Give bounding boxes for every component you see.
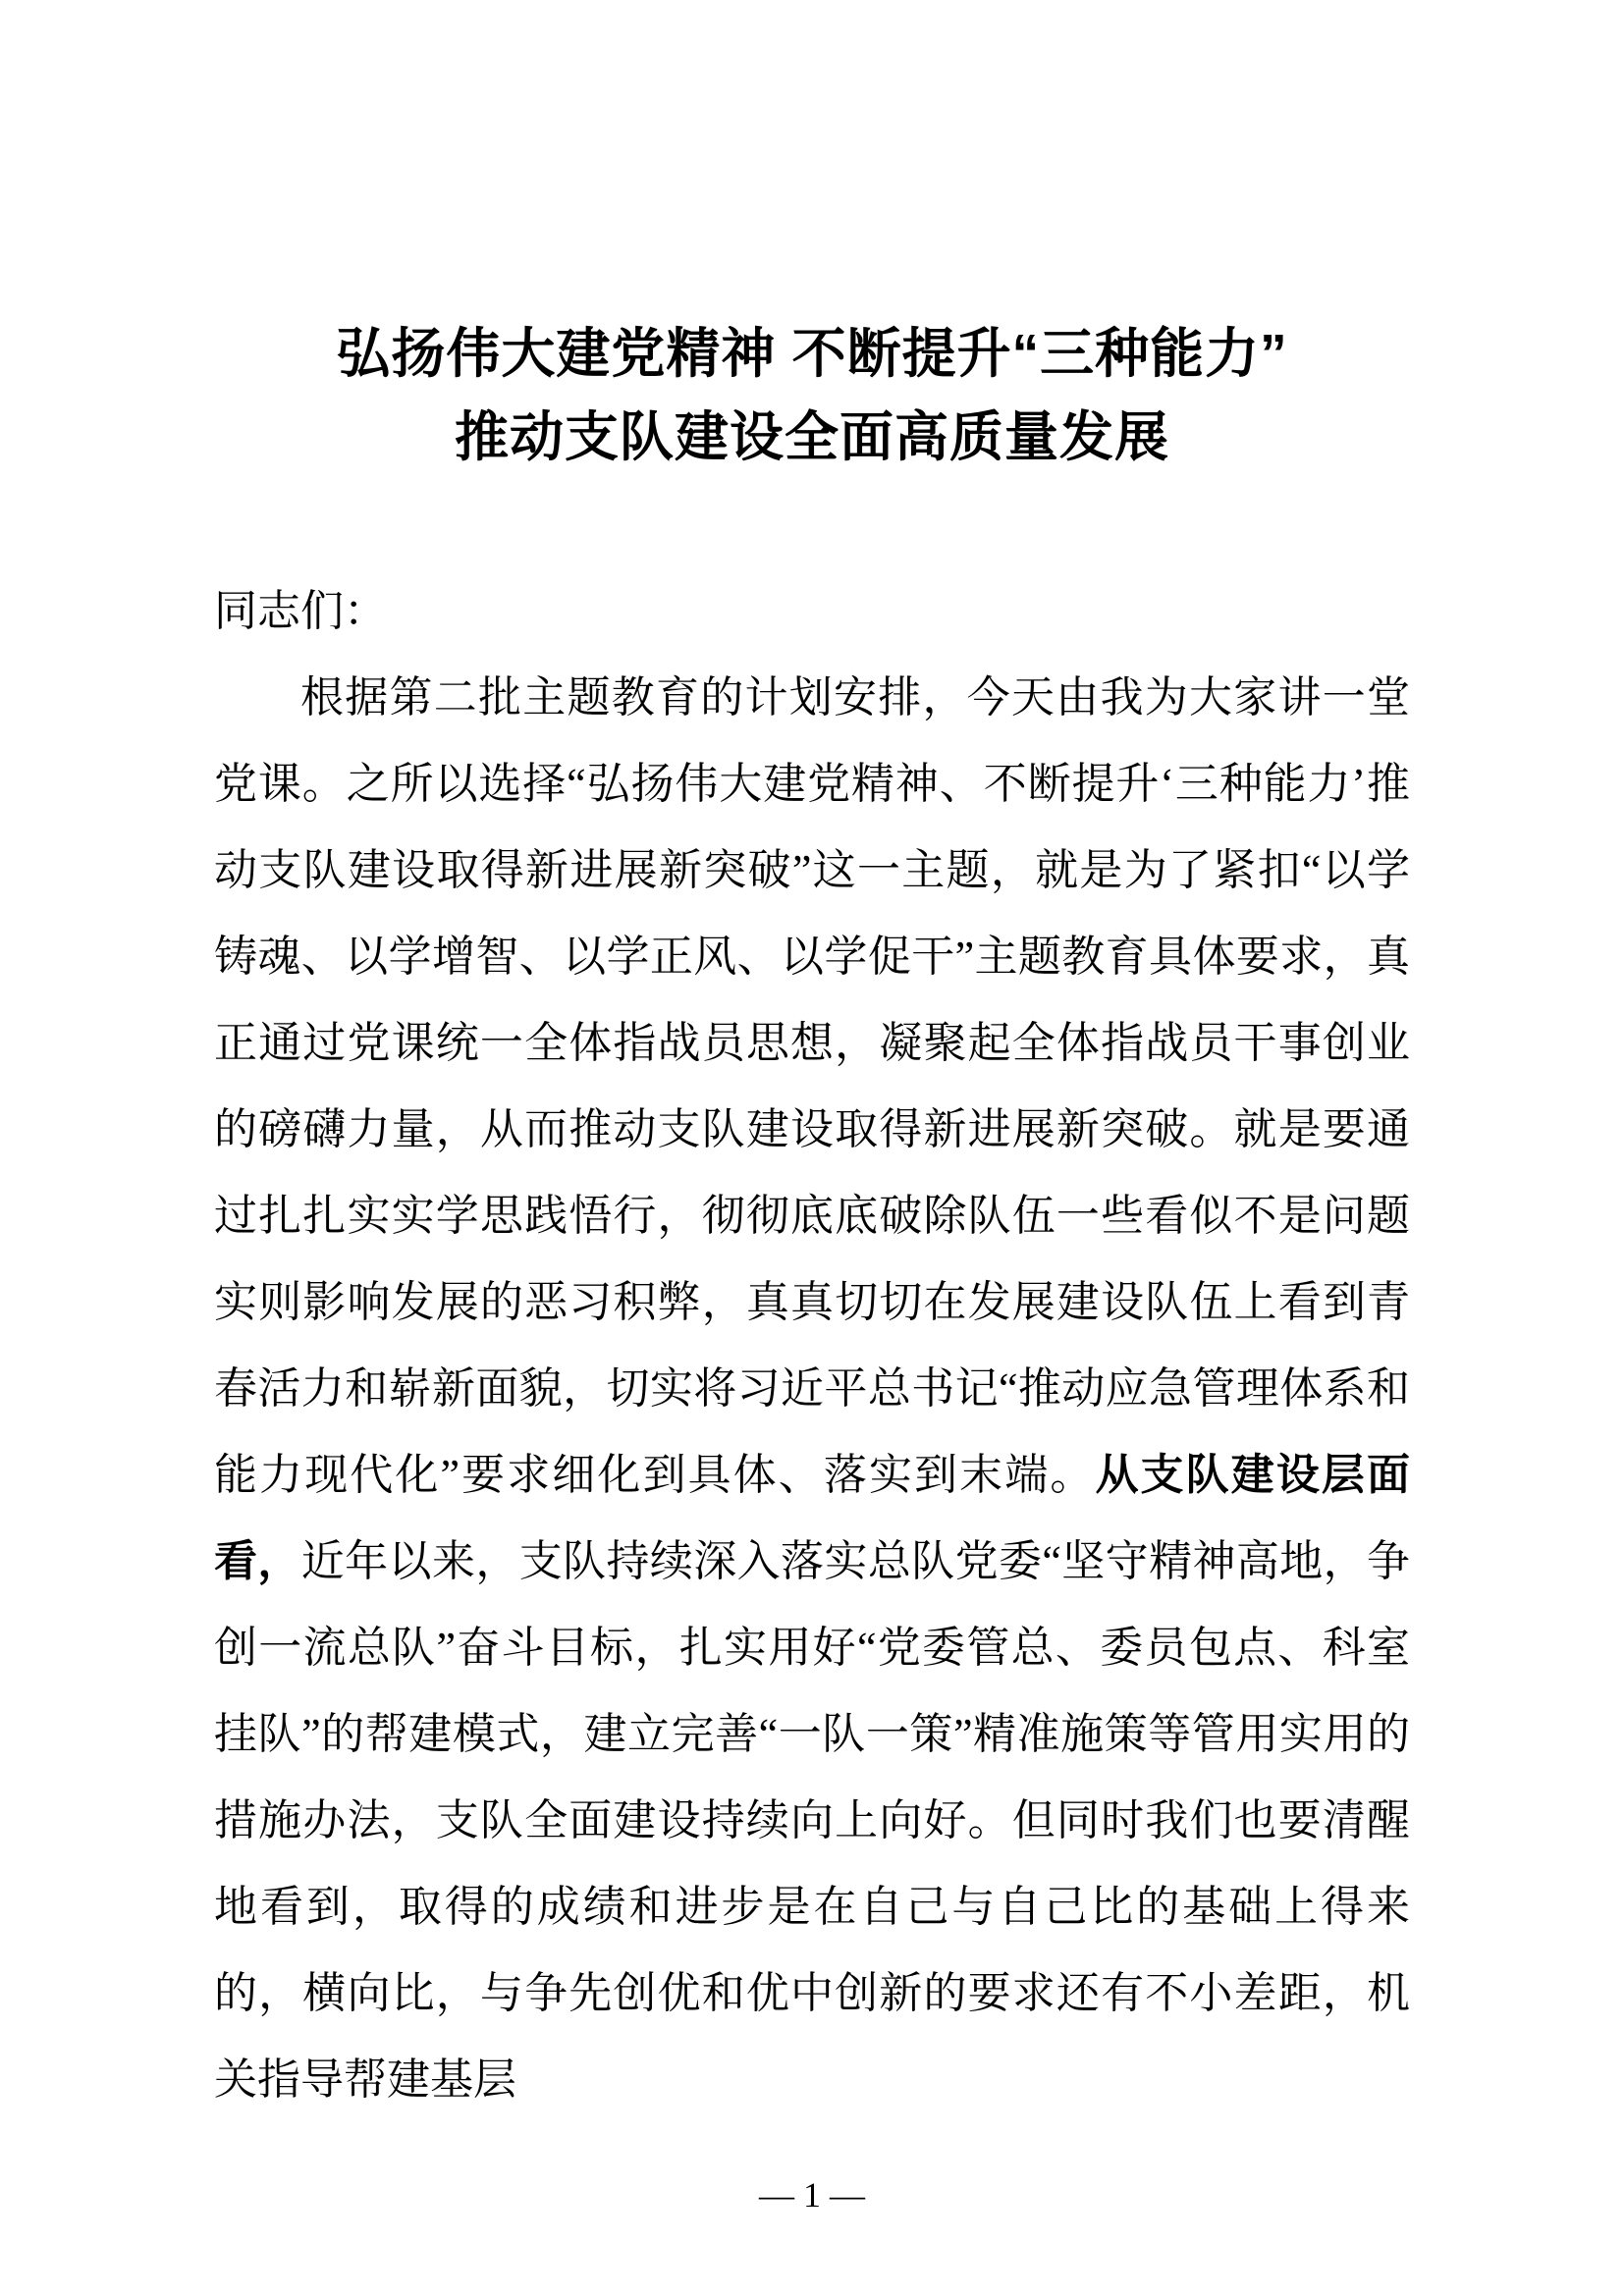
document-title [214, 312, 1410, 480]
page-number: — 1 — [759, 2175, 865, 2215]
salutation-line: 同志们： [214, 586, 387, 635]
paragraph-text-before-bold: 根据第二批主题教育的计划安排，今天由我为大家讲一堂党课。之所以选择“弘扬伟大建党精神、不断提升‘三种能力’推动支队建设取得新进展新突破”这一主题，就是为了紧扣“以学铸魂、以学增智、以学正风、以学促干”主题教育具体要求，真正通过党课统一全体指战员思想，凝聚起全体指战员干事创业的磅礴力量，从而推动支队建设取得新进展新突破。就是要通过扎扎实实学思践悟行，彻彻底底破除队伍一些看似不是问题实则影响发展的恶习积弊，真真切切在发展建设队伍上看到青春活力和崭新面貌，切实将习近平总书记“推动应急管理体系和能力现代化”要求细化到具体、落实到末端。 [214, 672, 1410, 1499]
body-paragraph [214, 655, 1410, 2123]
title-line-1: 弘扬伟大建党精神 不断提升“三种能力” [336, 323, 1288, 384]
title-line-2: 推动支队建设全面高质量发展 [454, 406, 1169, 468]
page-footer [0, 2177, 1624, 2213]
paragraph-text-after-bold: 近年以来，支队持续深入落实总队党委“坚守精神高地，争创一流总队”奋斗目标，扎实用好“党委管总、委员包点、科室挂队”的帮建模式，建立完善“一队一策”精准施策等管用实用的措施办法，支队全面建设持续向上向好。但同时我们也要清醒地看到，取得的成绩和进步是在自己与自己比的基础上得来的，横向比，与争先创优和优中创新的要求还有不小差距，机关指导帮建基层 [214, 1536, 1411, 2104]
paragraph-bold-phrase: 从支队建设层面看， [214, 1450, 1411, 1585]
